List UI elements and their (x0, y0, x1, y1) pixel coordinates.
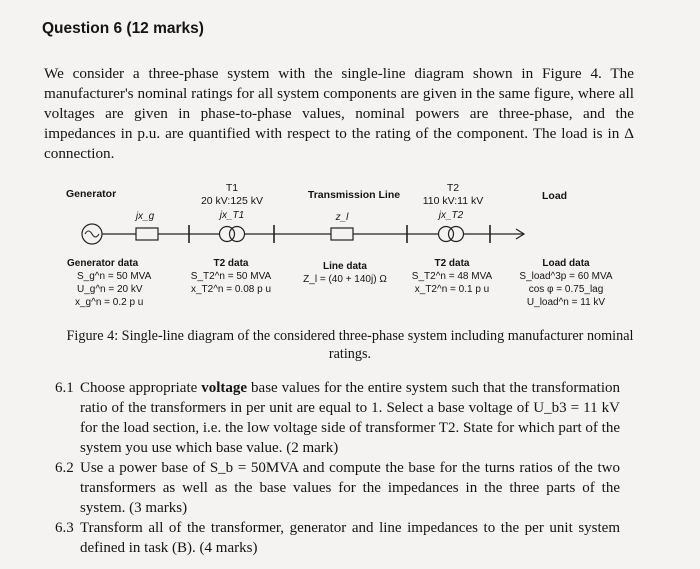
task-text-post: base values for the entire system such that the transformation ratio of the transformers in per unit are equal to 1. Select a base voltage of U_b3 = 11 kV for the load section, i.e. the low voltage side of transformer T2. State for which part of the system you use which base value. (2 mark) (80, 380, 620, 456)
task-6-1 (55, 378, 620, 458)
t1-data (186, 257, 276, 296)
generator-data-x: x_g^n = 0.2 p u (75, 297, 144, 308)
task-6-3 (55, 518, 620, 558)
load-data-s: S_load^3p = 60 MVA (519, 271, 613, 282)
task-6-2 (55, 458, 620, 518)
t1-data-s: S_T2^n = 50 MVA (190, 271, 272, 282)
task-text: Transform all of the transformer, generator and line impedances to the per unit system defined in task (B). (4 marks) (80, 520, 620, 556)
t2-data-x: x_T2^n = 0.1 p u (414, 284, 490, 295)
label-t2-title: T2 (446, 182, 460, 194)
t2-data-s: S_T2^n = 48 MVA (411, 271, 493, 282)
label-t1-impedance: jx_T1 (219, 210, 245, 221)
task-number: 6.2 (55, 460, 74, 476)
line-data-title: Line data (323, 261, 367, 272)
label-load: Load (542, 190, 568, 202)
intro-paragraph: We consider a three-phase system with the single-line diagram shown in Figure 4. The manufacturer's nominal ratings for all system components are given in the same figure, where all voltages are given in phase-to-phase values, nominal powers are three-phase, and the impedances in p.u. are quantified with respect to the rating of the component. The load is in Δ connection. (44, 65, 634, 162)
t2-winding-2 (449, 227, 464, 242)
line-data-z: Z_l = (40 + 140j) Ω (303, 274, 387, 285)
t1-winding-2 (230, 227, 245, 242)
label-gen-impedance: jx_g (135, 211, 155, 222)
label-generator: Generator (66, 188, 117, 200)
label-t2-impedance: jx_T2 (438, 210, 464, 221)
single-line-diagram (44, 172, 664, 322)
generator-data-title: Generator data (67, 258, 139, 269)
line-impedance (331, 228, 353, 240)
t1-data-title: T2 data (213, 258, 249, 269)
task-text-pre: Choose appropriate (80, 380, 202, 396)
task-text: Use a power base of S_b = 50MVA and compute the base for the turns ratios of the two transformers as well as the base values for the impedances in the three parts of the system. (3 marks) (80, 460, 620, 516)
load-data (512, 257, 620, 309)
load-data-u: U_load^n = 11 kV (526, 297, 606, 308)
task-list (55, 378, 620, 558)
label-transmission-line: Transmission Line (307, 189, 401, 201)
label-t1-rating: 20 kV:125 kV (200, 195, 264, 207)
t2-data (407, 257, 497, 296)
generator-impedance (136, 228, 158, 240)
task-number: 6.1 (55, 380, 74, 396)
load-data-pf: cos φ = 0.75_lag (528, 284, 604, 295)
label-t2-rating: 110 kV:11 kV (422, 195, 484, 207)
t2-data-title: T2 data (434, 258, 470, 269)
generator-data-u: U_g^n = 20 kV (77, 284, 143, 295)
generator-data-s: S_g^n = 50 MVA (77, 271, 152, 282)
t1-data-x: x_T2^n = 0.08 p u (190, 284, 272, 295)
task-text-bold: voltage (201, 380, 248, 396)
generator-data (67, 257, 151, 309)
label-t1-title: T1 (225, 182, 239, 194)
line-data (282, 260, 408, 286)
generator-sine (85, 231, 99, 237)
figure-caption: Figure 4: Single-line diagram of the considered three-phase system including manufacturer nominal ratings. (66, 328, 634, 362)
question-heading: Question 6 (12 marks) (42, 20, 204, 37)
task-number: 6.3 (55, 520, 74, 536)
load-data-title: Load data (542, 258, 590, 269)
label-line-impedance: z_l (335, 212, 349, 223)
